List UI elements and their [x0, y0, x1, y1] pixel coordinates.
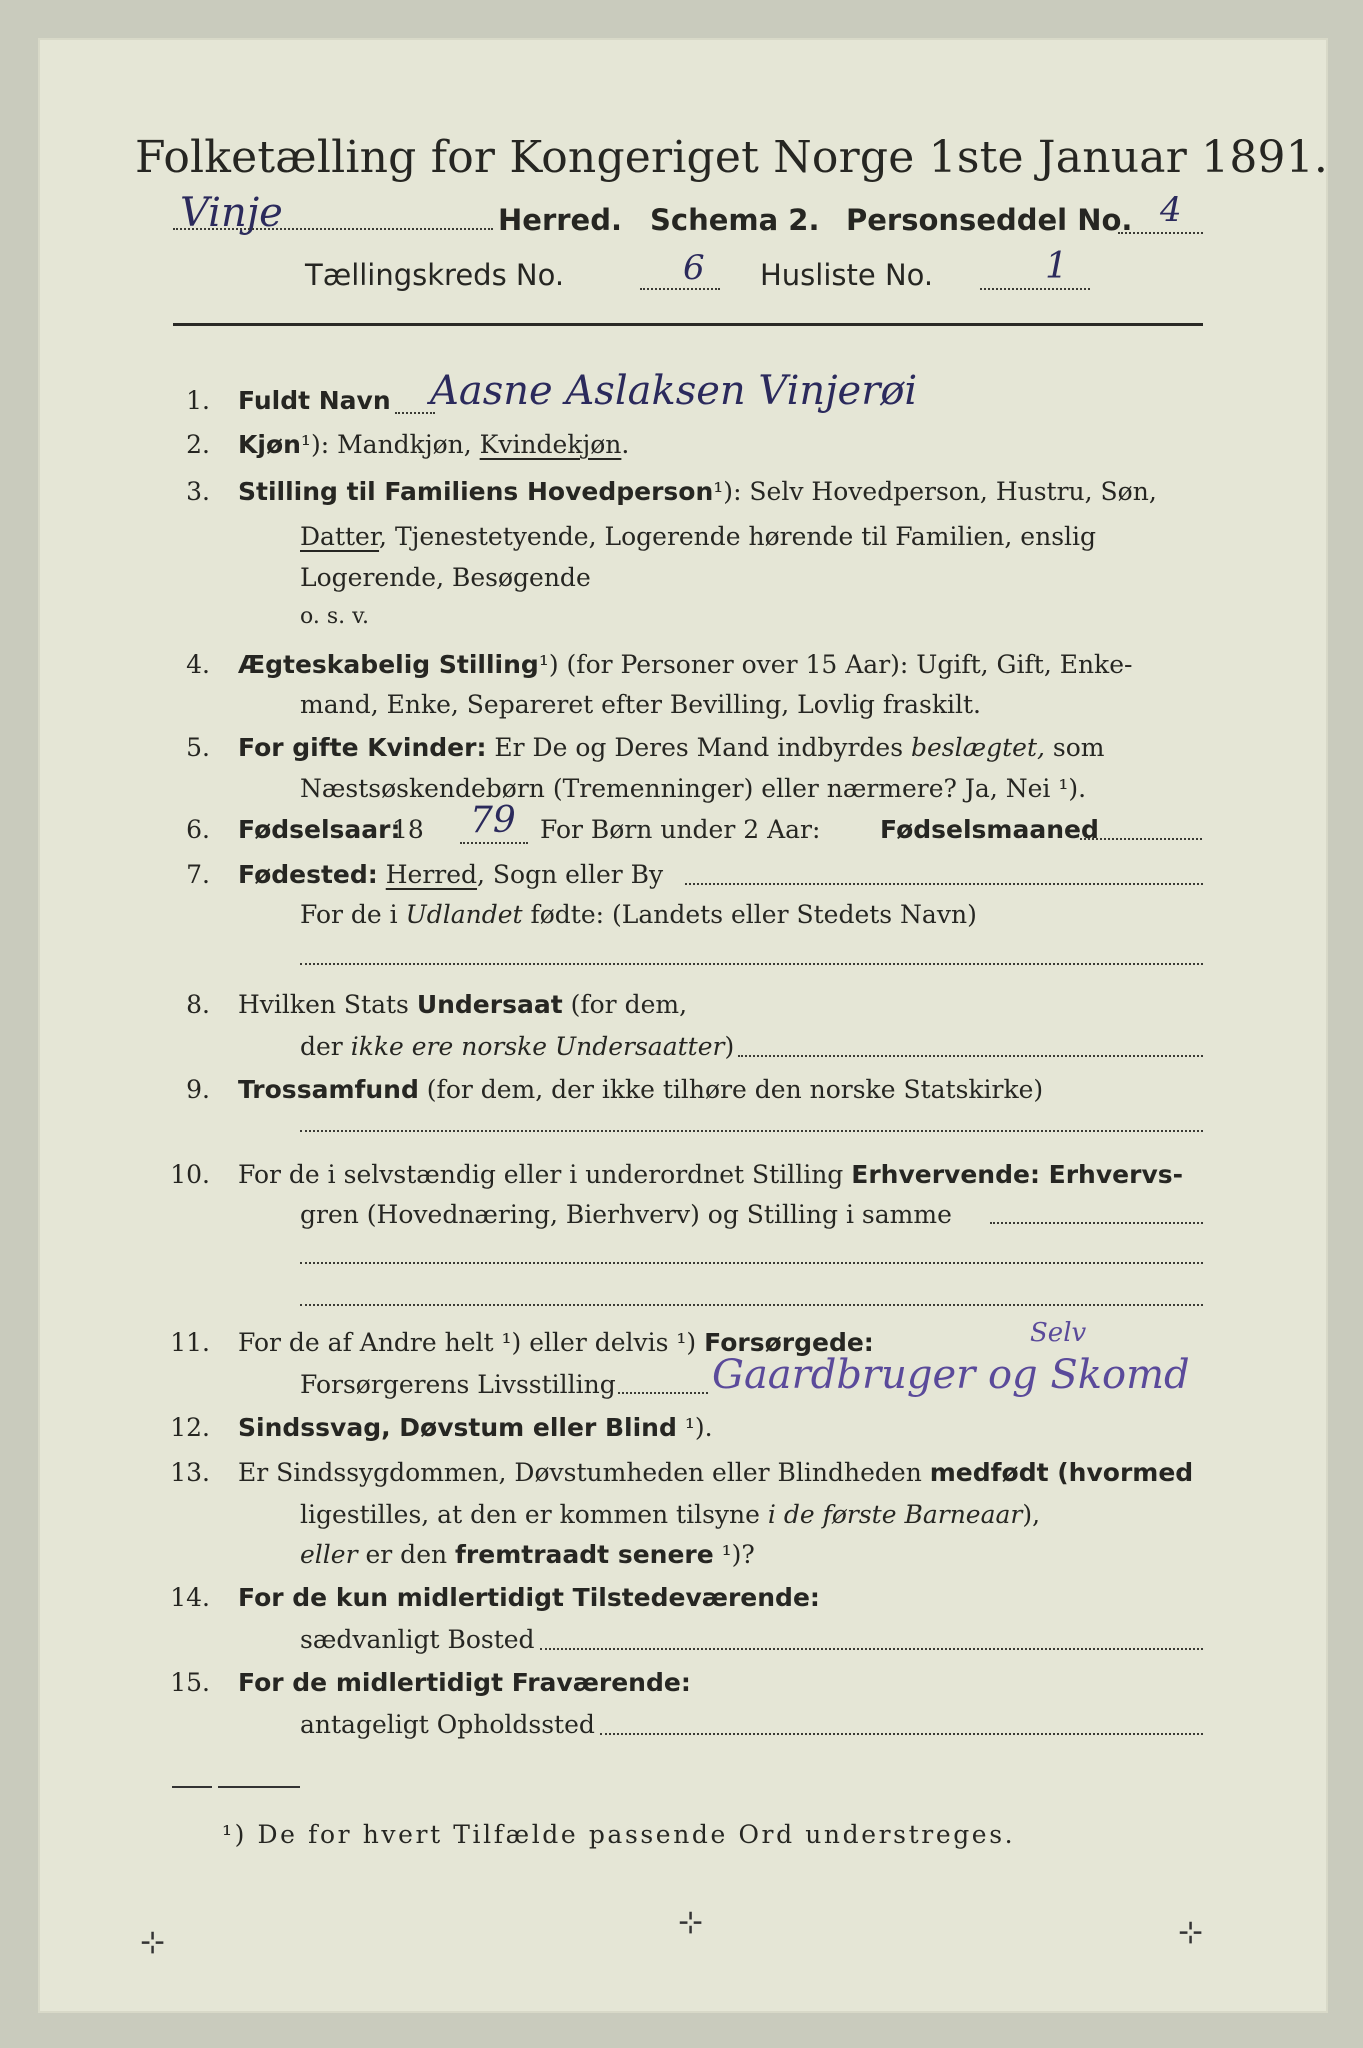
item-number: 12. — [170, 1413, 210, 1442]
item-number: 5. — [186, 733, 210, 762]
family-position-text-1: : Selv Hovedperson, Hustru, Søn, — [733, 477, 1157, 506]
sex-tail: . — [621, 430, 630, 459]
birthplace-abroad: Udlandet — [405, 900, 523, 929]
sex-label: Kjøn — [238, 430, 301, 459]
birthplace-line-1 — [238, 860, 663, 889]
disability-label: Sindssvag, Døvstum eller Blind — [238, 1413, 677, 1442]
citizenship-not-norwegian: ikke ere norske Undersaatter — [350, 1032, 725, 1061]
sex-selected: Kvindekjøn — [479, 430, 622, 459]
footnote-rule-left — [172, 1786, 212, 1788]
header-rule — [173, 323, 1203, 326]
marital-sup: ¹) — [538, 650, 559, 679]
birthplace-line-2 — [300, 900, 977, 929]
occupation-label: Erhvervende: Erhvervs- — [851, 1160, 1183, 1189]
family-position-label: Stilling til Familiens Hovedperson — [238, 477, 714, 506]
temporary-absent-label: For de midlertidigt Fraværende: — [238, 1668, 691, 1697]
birthplace-text-2b: fødte: (Landets eller Stedets Navn) — [522, 900, 977, 929]
taellingskreds-dotline — [640, 288, 720, 290]
registration-mark-left: ⊹ — [140, 1925, 166, 1960]
congenital-line-1 — [238, 1458, 1193, 1487]
usual-residence-label: sædvanligt Bosted — [300, 1625, 535, 1654]
supporter-dotline — [618, 1392, 708, 1394]
supporter-occupation-value: Gaardbruger og Skomd — [712, 1352, 1190, 1398]
footnote-rule-right — [218, 1786, 300, 1788]
personseddel-label: Personseddel No. — [846, 203, 1133, 237]
married-women-line-1 — [238, 733, 1105, 762]
birth-year-prefix: 18 — [392, 815, 424, 844]
birth-month-label: Fødselsmaaned — [880, 815, 1099, 844]
supported-note: Selv — [1030, 1318, 1087, 1348]
congenital-later-label: fremtraadt senere — [455, 1540, 714, 1569]
congenital-childhood: i de første Barneaar — [767, 1500, 1023, 1529]
birth-month-dotline — [1080, 838, 1202, 840]
birthplace-text-2a: For de i — [300, 900, 406, 929]
citizenship-dotline — [738, 1055, 1203, 1057]
citizenship-label: Undersaat — [416, 990, 563, 1019]
item-number: 6. — [186, 815, 210, 844]
family-position-text-4: o. s. v. — [300, 604, 369, 629]
marital-text-1: (for Personer over 15 Aar): Ugift, Gift, Enke- — [558, 650, 1133, 679]
occupation-dotline-2 — [300, 1262, 1203, 1264]
husliste-dotline — [980, 288, 1090, 290]
occupation-dotline-3 — [300, 1304, 1203, 1306]
family-position-line-1 — [238, 477, 1157, 506]
item-number: 10. — [170, 1160, 210, 1189]
citizenship-text-1a: Hvilken Stats — [238, 990, 417, 1019]
disability-line — [238, 1413, 713, 1442]
item-number: 2. — [186, 430, 210, 459]
item-number: 14. — [170, 1583, 210, 1612]
taellingskreds-label: Tællingskreds No. — [305, 258, 565, 292]
herred-label: Herred. — [498, 203, 622, 237]
citizenship-text-1b: (for dem, — [562, 990, 688, 1019]
form-title: Folketælling for Kongeriget Norge 1ste Januar 1891. — [135, 132, 1329, 183]
herred-dotline — [173, 228, 493, 230]
probable-residence-label: antageligt Opholdssted — [300, 1710, 595, 1739]
citizenship-text-2a: der — [300, 1032, 351, 1061]
birth-year-label: Fødselsaar: — [238, 815, 401, 844]
marital-text-2: mand, Enke, Separeret efter Bevilling, Lovlig fraskilt. — [300, 690, 981, 719]
married-women-text-2: Næstsøskendebørn (Tremenninger) eller nærmere? Ja, Nei ¹). — [300, 774, 1087, 803]
occupation-dotline-1 — [990, 1222, 1203, 1224]
congenital-text-1a: Er Sindssygdommen, Døvstumheden eller Blindheden — [238, 1458, 930, 1487]
family-position-line-2 — [300, 522, 1096, 551]
citizenship-line-1 — [238, 990, 687, 1019]
personseddel-value: 4 — [1160, 190, 1182, 230]
occupation-text-1a: For de i selvstændig eller i underordnet Stilling — [238, 1160, 852, 1189]
citizenship-text-2b: ) — [724, 1032, 735, 1061]
family-position-text-3: Logerende, Besøgende — [300, 563, 591, 592]
birth-year-value: 79 — [470, 800, 516, 841]
sex-sup: ¹) — [300, 430, 321, 459]
family-position-text-2: , Tjenestetyende, Logerende hørende til Familien, enslig — [379, 522, 1097, 551]
birthplace-selected: Herred — [385, 860, 478, 889]
birthplace-dotline-1 — [685, 883, 1203, 885]
footnote: ¹) De for hvert Tilfælde passende Ord understreges. — [222, 1820, 1016, 1849]
item-number: 9. — [186, 1075, 210, 1104]
citizenship-line-2 — [300, 1032, 734, 1061]
religion-dotline — [300, 1130, 1203, 1132]
supported-text-1a: For de af Andre helt ¹) eller delvis ¹) — [238, 1328, 705, 1357]
registration-mark-center: ⊹ — [678, 1905, 704, 1940]
sex-line — [238, 430, 629, 459]
occupation-text-2: gren (Hovednæring, Bierhverv) og Stilling i samme — [300, 1200, 952, 1229]
probable-residence-dotline — [600, 1733, 1203, 1735]
supported-label: Forsørgede: — [704, 1328, 874, 1357]
birth-year-under2: For Børn under 2 Aar: — [540, 815, 821, 844]
sex-options: : Mandkjøn, — [320, 430, 480, 459]
congenital-text-3a: er den — [357, 1540, 456, 1569]
registration-mark-right: ⊹ — [1178, 1915, 1204, 1950]
congenital-line-3 — [300, 1540, 755, 1569]
taellingskreds-value: 6 — [683, 248, 705, 288]
married-women-text-1a: Er De og Deres Mand indbyrdes — [486, 733, 911, 762]
usual-residence-dotline — [540, 1648, 1203, 1650]
full-name-dotline — [395, 412, 435, 414]
religion-line-1 — [238, 1075, 1203, 1104]
full-name-label: Fuldt Navn — [238, 386, 391, 415]
married-women-related: beslægtet, — [911, 733, 1045, 762]
census-form-sheet — [38, 38, 1328, 2013]
item-number: 1. — [186, 386, 210, 415]
congenital-text-2b: ), — [1022, 1500, 1041, 1529]
birth-year-dotline — [460, 842, 528, 844]
schema-label: Schema 2. — [650, 203, 820, 237]
family-position-selected: Datter — [300, 522, 380, 551]
supporter-occupation-label: Forsørgerens Livsstilling — [300, 1370, 616, 1399]
married-women-text-1b: som — [1044, 733, 1105, 762]
marital-label: Ægteskabelig Stilling — [238, 650, 539, 679]
item-number: 3. — [186, 477, 210, 506]
item-number: 13. — [170, 1458, 210, 1487]
religion-label: Trossamfund — [238, 1075, 419, 1104]
full-name-value: Aasne Aslaksen Vinjerøi — [430, 368, 918, 414]
husliste-label: Husliste No. — [760, 258, 934, 292]
item-number: 8. — [186, 990, 210, 1019]
personseddel-dotline — [1118, 232, 1203, 234]
item-number: 4. — [186, 650, 210, 679]
birthplace-label: Fødested: — [238, 860, 378, 889]
disability-sup: ¹). — [676, 1413, 713, 1442]
item-number: 7. — [186, 860, 210, 889]
religion-text: (for dem, der ikke tilhøre den norske Statskirke) — [418, 1075, 1044, 1104]
congenital-line-2 — [300, 1500, 1040, 1529]
congenital-text-3b: ¹)? — [713, 1540, 755, 1569]
item-number: 11. — [170, 1328, 210, 1357]
congenital-text-2a: ligestilles, at den er kommen tilsyne — [300, 1500, 768, 1529]
married-women-label: For gifte Kvinder: — [238, 733, 487, 762]
birthplace-dotline-2 — [300, 963, 1203, 965]
family-position-sup: ¹) — [713, 477, 734, 506]
birthplace-text-1: , Sogn eller By — [477, 860, 664, 889]
congenital-or: eller — [300, 1540, 358, 1569]
occupation-line-1 — [238, 1160, 1183, 1189]
marital-line-1 — [238, 650, 1132, 679]
herred-value: Vinje — [180, 190, 283, 236]
congenital-label: medfødt (hvormed — [929, 1458, 1194, 1487]
husliste-value: 1 — [1045, 246, 1068, 287]
temporary-present-label: For de kun midlertidigt Tilstedeværende: — [238, 1583, 820, 1612]
item-number: 15. — [170, 1668, 210, 1697]
